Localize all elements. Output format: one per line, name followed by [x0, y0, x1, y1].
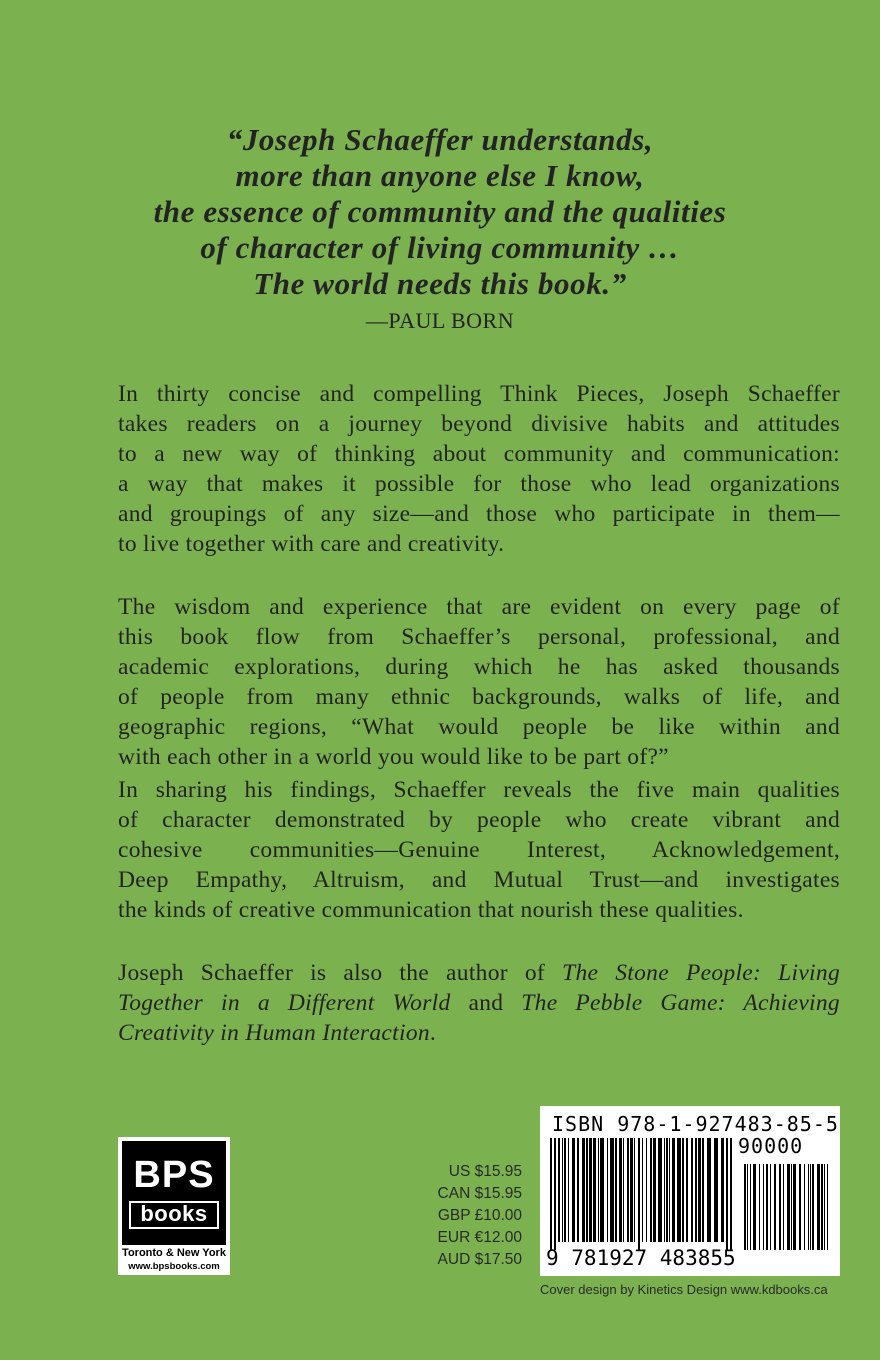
endorsement-quote	[0, 122, 880, 336]
publisher-city: Toronto & New York	[122, 1247, 226, 1259]
paragraph-line	[118, 958, 840, 988]
barcode-bar	[750, 1164, 751, 1250]
barcode-bar	[763, 1164, 764, 1250]
barcode-bar	[791, 1164, 792, 1250]
paragraph-line	[118, 1018, 840, 1048]
barcode-bar	[669, 1138, 670, 1242]
paragraph-line: the kinds of creative communication that nourish these qualities.	[118, 897, 744, 923]
barcode-bar	[619, 1138, 622, 1242]
price-item: EUR €12.00	[437, 1229, 522, 1246]
paragraph-line: of character demonstrated by people who create vibrant and	[118, 807, 840, 833]
barcode-bar	[721, 1138, 724, 1242]
paragraph-line: of people from many ethnic backgrounds, walks of life, and	[118, 684, 840, 710]
quote-line: The world needs this book.”	[253, 266, 627, 301]
barcode-bar	[774, 1164, 776, 1250]
book-title: Together in a Different World	[118, 990, 451, 1016]
barcode-bar	[695, 1138, 697, 1242]
barcode-bar	[554, 1138, 556, 1250]
barcode-bar	[817, 1164, 820, 1250]
price-item: AUD $17.50	[437, 1251, 522, 1268]
paragraph-line: In sharing his findings, Schaeffer reveals the five main qualities	[118, 777, 840, 803]
barcode-bar	[812, 1164, 814, 1250]
bio-text: and	[450, 990, 522, 1016]
paragraph-line: with each other in a world you would like to be part of?”	[118, 744, 669, 770]
paragraph-line: geographic regions, “What would people be like within and	[118, 714, 840, 740]
barcode-bar	[634, 1138, 635, 1242]
barcode-bar	[783, 1164, 784, 1250]
paragraph-line: takes readers on a journey beyond divisive habits and attitudes	[118, 411, 840, 437]
barcode-bar	[642, 1138, 643, 1242]
barcode-bar	[630, 1138, 633, 1242]
bio-text: Joseph Schaeffer is also the author of	[118, 960, 563, 986]
barcode-bar	[799, 1164, 801, 1250]
barcode-bar	[744, 1164, 746, 1250]
paragraph-line: a way that makes it possible for those who lead organizations	[118, 471, 840, 497]
description-paragraph-1	[118, 379, 840, 559]
quote-line: more than anyone else I know,	[235, 158, 645, 193]
quote-line: of character of living community …	[200, 230, 680, 265]
publisher-website: www.bpsbooks.com	[128, 1261, 220, 1272]
paragraph-line: academic explorations, during which he has asked thousands	[118, 654, 840, 680]
barcode-bar	[747, 1164, 748, 1250]
barcode-bar	[650, 1138, 652, 1242]
barcode-bar	[664, 1138, 665, 1242]
barcode-bar	[598, 1138, 599, 1242]
paragraph-line: cohesive communities—Genuine Interest, Acknowledgement,	[118, 837, 840, 863]
barcode-bar	[615, 1138, 617, 1242]
barcode-bar	[714, 1138, 718, 1242]
author-bio-paragraph	[118, 958, 840, 1048]
publisher-logo	[118, 1137, 230, 1275]
barcode-bar	[638, 1138, 640, 1250]
barcode-bar	[610, 1138, 614, 1242]
price-list	[408, 1161, 522, 1271]
price-item: GBP £10.00	[437, 1207, 522, 1224]
barcode-bar	[827, 1164, 828, 1250]
barcode-bar	[646, 1138, 647, 1242]
barcode-bar	[810, 1164, 811, 1250]
barcode-bar	[753, 1164, 756, 1250]
price-item: US $15.95	[448, 1163, 522, 1180]
barcode-bar	[698, 1138, 701, 1242]
description-paragraph-3	[118, 775, 840, 925]
barcode-bar	[593, 1138, 596, 1242]
description-paragraph-2	[118, 592, 840, 772]
barcode-bar	[804, 1164, 805, 1250]
barcode-bar	[766, 1164, 768, 1250]
paragraph-line	[118, 988, 840, 1018]
barcode-bar	[653, 1138, 656, 1242]
barcode-bar	[808, 1164, 809, 1250]
barcode-bar	[702, 1138, 704, 1242]
barcode-bar	[586, 1138, 588, 1242]
barcode-bar	[682, 1138, 684, 1242]
barcode-bar	[691, 1138, 693, 1242]
barcode-bar	[582, 1138, 585, 1242]
barcode-bar	[564, 1138, 566, 1242]
barcode-bar	[672, 1138, 675, 1242]
barcode-bar	[821, 1164, 823, 1250]
logo-sub: books	[129, 1201, 219, 1229]
barcode-bar	[686, 1138, 688, 1242]
barcode-bar	[658, 1138, 662, 1242]
paragraph-line: to live together with care and creativity.	[118, 531, 505, 557]
paragraph-line: and groupings of any size—and those who participate in them—	[118, 501, 840, 527]
barcode-bar	[562, 1138, 563, 1242]
barcode-bar	[600, 1138, 604, 1242]
paragraph-line: Deep Empathy, Altruism, and Mutual Trust—and investigates	[118, 867, 840, 893]
barcode-bar	[779, 1164, 781, 1250]
book-title: The Pebble Game: Achieving	[521, 990, 840, 1016]
barcode-bar	[707, 1138, 711, 1242]
ean-digits: 9 781927 483855	[546, 1246, 736, 1270]
barcode-bar	[627, 1138, 629, 1242]
logo-block	[122, 1141, 226, 1245]
paragraph-line: to a new way of thinking about community and communication:	[118, 441, 840, 467]
paragraph-line: In thirty concise and compelling Think Pieces, Joseph Schaeffer	[118, 381, 840, 407]
barcode-bar	[572, 1138, 575, 1242]
quote-line: the essence of community and the qualities	[153, 194, 727, 229]
barcode-bar	[726, 1138, 728, 1250]
barcode-bar	[793, 1164, 796, 1250]
barcode-bar	[759, 1164, 760, 1250]
barcode-bar	[558, 1138, 560, 1242]
barcode-bar	[589, 1138, 592, 1242]
paragraph-line: The wisdom and experience that are evident on every page of	[118, 594, 840, 620]
price-item: CAN $15.95	[437, 1185, 522, 1202]
barcode-bar	[770, 1164, 771, 1250]
barcode-bar	[577, 1138, 579, 1242]
bio-text: .	[429, 1020, 437, 1046]
barcode-bar	[787, 1164, 790, 1250]
barcode-bar	[623, 1138, 624, 1242]
book-title: Creativity in Human Interaction	[118, 1020, 430, 1046]
isbn-barcode	[540, 1106, 840, 1276]
logo-name: BPS	[133, 1154, 215, 1196]
barcode-bar	[824, 1164, 825, 1250]
barcode-bar	[730, 1138, 732, 1250]
barcode-supplement: 90000	[738, 1134, 804, 1158]
barcode-bar	[550, 1138, 552, 1250]
book-title: The Stone People: Living	[562, 960, 840, 986]
barcode-bar	[677, 1138, 681, 1242]
quote-line: “Joseph Schaeffer understands,	[226, 122, 654, 157]
isbn-number: ISBN 978-1-927483-85-5	[552, 1112, 839, 1136]
cover-design-credit: Cover design by Kinetics Design www.kdbooks.ca	[540, 1282, 828, 1297]
barcode-bar	[607, 1138, 608, 1242]
paragraph-line: this book flow from Schaeffer’s personal, professional, and	[118, 624, 840, 650]
barcode-bar	[568, 1138, 569, 1242]
quote-attribution: —PAUL BORN	[365, 308, 515, 333]
barcode-bar	[666, 1138, 668, 1242]
barcode-bars	[548, 1138, 834, 1250]
